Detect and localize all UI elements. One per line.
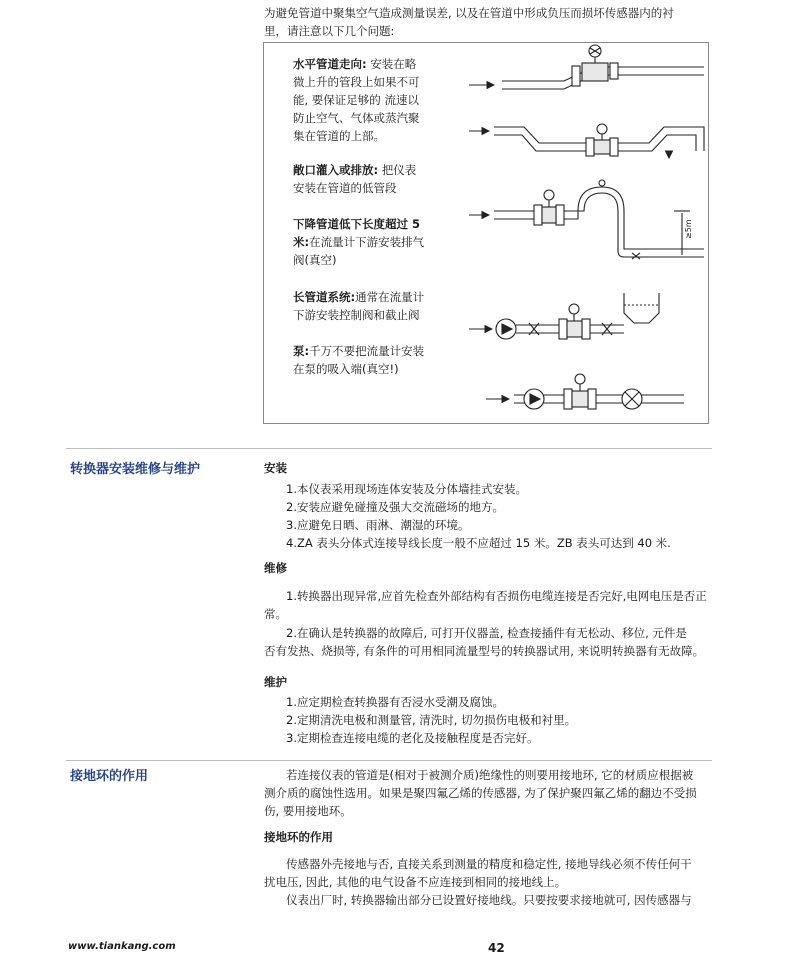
- paragraph-line: 仪表出厂时, 转换器输出部分已设置好接地线。只要按要求接地就可, 因传感器与: [286, 893, 692, 907]
- paragraph-line: 2.在确认是转换器的故障后, 可打开仪器盖, 检查接插件有无松动、移位, 元件是: [286, 626, 687, 640]
- grounding-paragraph-2: [264, 855, 724, 909]
- pipe-diagrams: [264, 43, 708, 423]
- list-item: 3.定期检查连接电缆的老化及接触程度是否完好。: [286, 731, 539, 745]
- section-title-grounding-ring: 接地环的作用: [70, 769, 149, 784]
- list-item: 2.定期清洗电极和测量管, 清洗时, 切勿损伤电极和衬里。: [286, 713, 577, 727]
- item-heading: 水平管道走向:: [293, 57, 367, 71]
- installation-figure: [263, 42, 709, 424]
- item-text: 阀(真空): [293, 253, 337, 267]
- item-text: 防止空气、气体或蒸汽聚: [293, 111, 420, 125]
- item-text: 微上升的管段上如果不可: [293, 75, 420, 89]
- list-item: 3.应避免日晒、雨淋、潮湿的环境。: [286, 518, 470, 532]
- install-list: [286, 480, 671, 552]
- item-heading-cont: 米:: [293, 235, 310, 249]
- repair-paragraph-1: [264, 587, 714, 623]
- diagram-long-pipe: [469, 293, 659, 339]
- item-heading: 泵:: [293, 344, 310, 358]
- page-number: 42: [488, 941, 505, 955]
- list-item: 1.本仪表采用现场连体安装及分体墙挂式安装。: [286, 482, 527, 496]
- diagram-pump-suction: [486, 374, 684, 409]
- list-item: 4.ZA 表头分体式连接导线长度一般不应超过 15 米。ZB 表头可达到 40 米.: [286, 536, 671, 550]
- item-text: 在泵的吸入端(真空!): [293, 362, 399, 376]
- repair-paragraph-2: [264, 624, 714, 660]
- maintain-list: [286, 693, 576, 747]
- paragraph-line: 常。: [264, 607, 287, 621]
- item-text: 在流量计下游安装排气: [309, 235, 425, 249]
- list-item: 1.应定期检查转换器有否浸水受潮及腐蚀。: [286, 695, 504, 709]
- section-divider: [66, 448, 712, 449]
- install-heading: 安装: [264, 461, 287, 475]
- item-text: 通常在流量计: [355, 290, 425, 304]
- intro-line: 为避免管道中聚集空气造成测量误差, 以及在管道中形成负压而损坏传感器内的衬: [264, 6, 674, 20]
- paragraph-line: 1.转换器出现异常,应首先检查外部结构有否损伤电缆连接是否完好,电网电压是否正: [286, 589, 707, 603]
- diagram-open-inlet: [469, 124, 704, 158]
- paragraph-line: 测介质的腐蚀性选用。如果是聚四氟乙烯的传感器, 为了保护聚四氟乙烯的翻边不受损: [264, 786, 697, 800]
- maintain-heading: 维护: [264, 675, 287, 689]
- section-divider: [66, 760, 712, 761]
- dimension-label: ≥5m: [684, 219, 693, 239]
- diagram-downpipe: [469, 180, 704, 259]
- paragraph-line: 传感器外壳接地与否, 直接关系到测量的精度和稳定性, 接地导线必须不传任何干: [286, 857, 692, 871]
- item-text: 集在管道的上部。: [293, 129, 385, 143]
- grounding-subheading: 接地环的作用: [264, 830, 333, 844]
- diagram-rising-pipe: [469, 45, 704, 89]
- item-text: 安装在略: [366, 57, 417, 71]
- paragraph-line: 扰电压, 因此, 其他的电气设备不应连接到相同的接地线上。: [264, 875, 567, 889]
- paragraph-line: 否有发热、烧损等, 有条件的可用相同流量型号的转换器试用, 来说明转换器有无故障。: [264, 644, 705, 658]
- item-text: 下游安装控制阀和截止阀: [293, 308, 420, 322]
- intro-paragraph: [264, 4, 734, 40]
- item-heading: 下降管道低下长度超过 5: [293, 217, 421, 231]
- paragraph-line: 若连接仪表的管道是(相对于被测介质)绝缘性的则要用接地环, 它的材质应根据被: [286, 768, 694, 782]
- item-text: 千万不要把流量计安装: [309, 344, 425, 358]
- item-text: 安装在管道的低管段: [293, 181, 397, 195]
- footer-url[interactable]: www.tiankang.com: [68, 941, 176, 952]
- paragraph-line: 伤, 要用接地环。: [264, 804, 352, 818]
- item-text: 把仪表: [378, 163, 417, 177]
- item-heading: 敞口灌入或排放:: [293, 163, 379, 177]
- section-title-converter: 转换器安装维修与维护: [70, 462, 201, 477]
- item-text: 能, 要保证足够的 流速以: [293, 93, 419, 107]
- repair-heading: 维修: [264, 561, 287, 575]
- list-item: 2.安装应避免碰撞及强大交流磁场的地方。: [286, 500, 504, 514]
- intro-line: 里，请注意以下几个问题:: [264, 24, 395, 38]
- item-heading: 长管道系统:: [293, 290, 356, 304]
- grounding-paragraph-1: [264, 766, 724, 820]
